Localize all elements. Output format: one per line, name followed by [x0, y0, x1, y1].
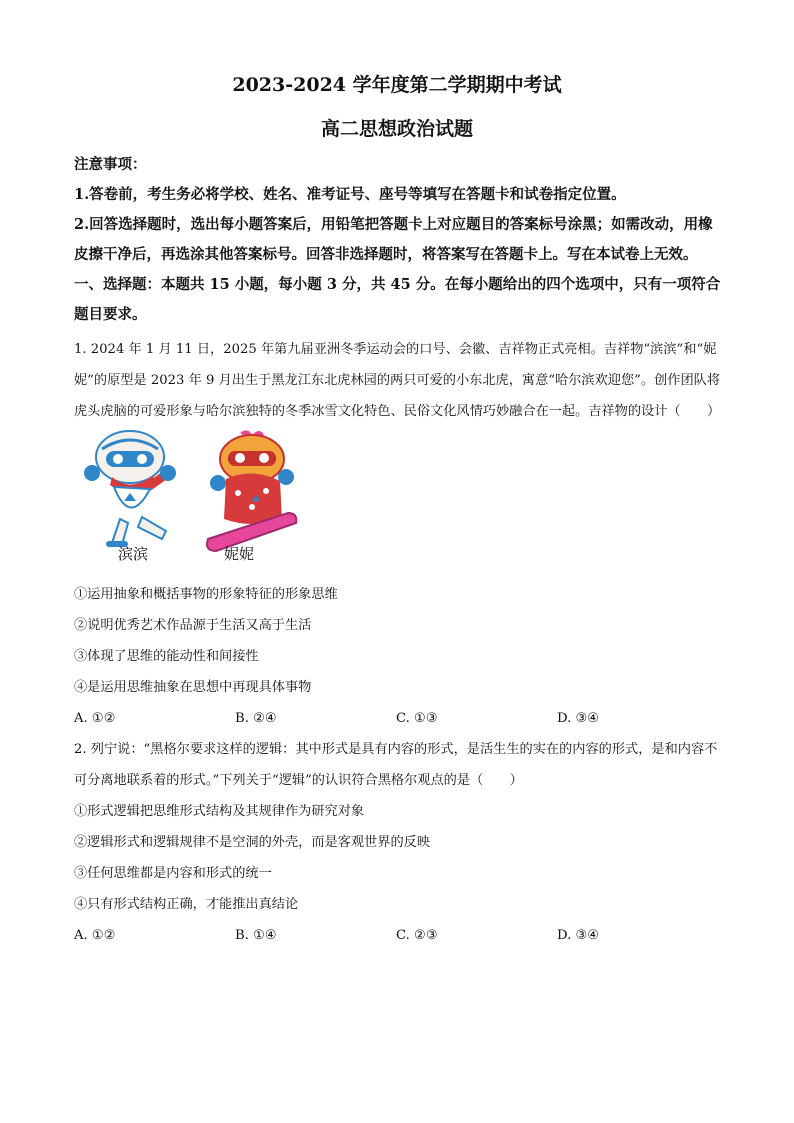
q2-statement-2: ②逻辑形式和逻辑规律不是空洞的外壳，而是客观世界的反映 — [74, 835, 431, 850]
q1-option-d[interactable]: D. ③④ — [557, 711, 600, 726]
question-2-stem: 2. 列宁说：“黑格尔要求这样的逻辑：其中形式是具有内容的形式，是活生生的实在的内容的形式，是和内容不可分离地联系着的形式。”下列关于“逻辑”的认识符合黑格尔观点的是（ ） — [74, 742, 718, 788]
question-1-stem: 1. 2024 年 1 月 11 日，2025 年第九届亚洲冬季运动会的口号、会徽、吉祥物正式亮相。吉祥物“滨滨”和“妮妮”的原型是 2023 年 9 月出生于黑龙江东北虎林园的两只可爱的小东北虎，寓意“哈尔滨欢迎您”。创作团队将虎头虎脑的可爱形象与哈尔滨独特的冬季冰雪文化特色、民俗文化风情巧妙融合在一起。吉祥物的设计（ ） — [74, 342, 721, 419]
q2-options — [74, 920, 722, 951]
q2-statement-1: ①形式逻辑把思维形式结构及其规律作为研究对象 — [74, 804, 365, 819]
q1-options — [74, 703, 722, 734]
mascot-figure — [74, 427, 722, 579]
q1-statement-2: ②说明优秀艺术作品源于生活又高于生活 — [74, 618, 312, 633]
q1-option-b[interactable]: B. ②④ — [235, 711, 277, 726]
mascot-label-binbin: 滨滨 — [118, 545, 149, 563]
q1-option-c[interactable]: C. ①③ — [396, 711, 438, 726]
exam-body — [74, 150, 722, 951]
q1-statement-1: ①运用抽象和概括事物的形象特征的形象思维 — [74, 587, 338, 602]
q1-option-a[interactable]: A. ①② — [74, 711, 116, 726]
q2-statement-4: ④只有形式结构正确，才能推出真结论 — [74, 897, 299, 912]
exam-subtitle: 高二思想政治试题 — [320, 118, 473, 140]
notice-heading: 注意事项： — [74, 156, 147, 173]
exam-title: 2023-2024 学年度第二学期期中考试 — [232, 74, 562, 96]
q2-option-d[interactable]: D. ③④ — [557, 928, 600, 943]
mascot-label-nini: 妮妮 — [224, 545, 255, 563]
q2-option-c[interactable]: C. ②③ — [396, 928, 438, 943]
nini-mascot — [207, 430, 296, 551]
notice-item-1: 1.答卷前，考生务必将学校、姓名、准考证号、座号等填写在答题卡和试卷指定位置。 — [74, 186, 626, 203]
q1-statement-4: ④是运用思维抽象在思想中再现具体事物 — [74, 680, 312, 695]
section-heading: 一、选择题：本题共 15 小题，每小题 3 分，共 45 分。在每小题给出的四个选项中，只有一项符合题目要求。 — [74, 276, 721, 323]
q2-statement-3: ③任何思维都是内容和形式的统一 — [74, 866, 272, 881]
mascot-illustration — [74, 427, 334, 579]
notice-item-2: 2.回答选择题时，选出每小题答案后，用铅笔把答题卡上对应题目的答案标号涂黑；如需改动，用橡皮擦干净后，再选涂其他答案标号。回答非选择题时，将答案写在答题卡上。写在本试卷上无效。 — [74, 216, 713, 263]
q2-option-b[interactable]: B. ①④ — [235, 928, 277, 943]
binbin-mascot — [84, 431, 176, 547]
q1-statement-3: ③体现了思维的能动性和间接性 — [74, 649, 259, 664]
q2-option-a[interactable]: A. ①② — [74, 928, 116, 943]
